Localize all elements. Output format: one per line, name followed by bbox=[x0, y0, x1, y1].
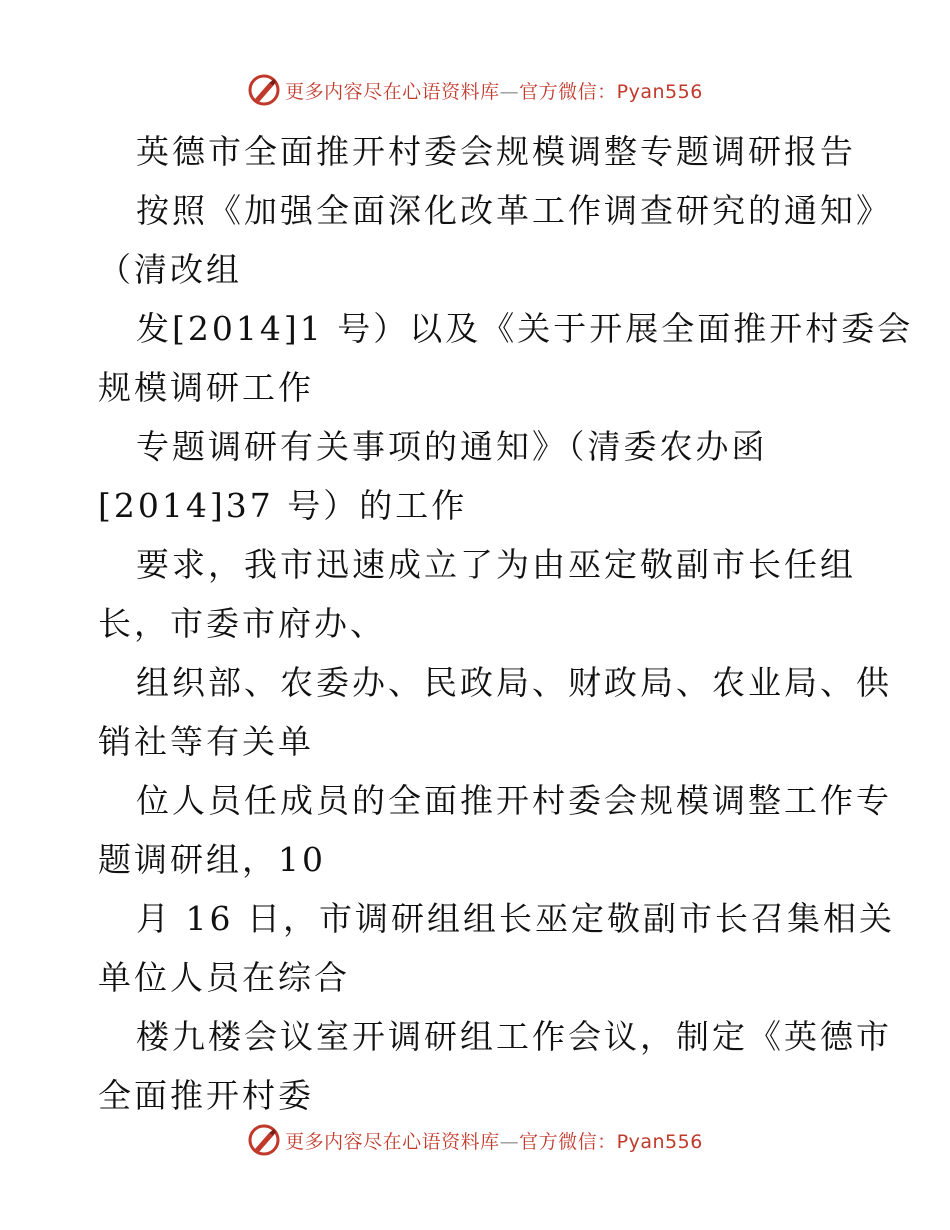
document-body bbox=[98, 122, 914, 1125]
banner-wechat-text: 官方微信：Pyan556 bbox=[519, 1130, 703, 1153]
footer-watermark-banner bbox=[0, 1120, 950, 1160]
doc-line: 按照《加强全面深化改革工作调查研究的通知》 bbox=[136, 191, 892, 230]
pen-logo-icon bbox=[247, 1123, 281, 1157]
pen-logo-icon bbox=[247, 73, 281, 107]
banner-main-text: 更多内容尽在心语资料库 bbox=[285, 1130, 500, 1153]
doc-line: 位人员任成员的全面推开村委会规模调整工作专 bbox=[136, 781, 892, 820]
banner-wechat-text: 官方微信：Pyan556 bbox=[519, 80, 703, 103]
doc-line: 发[2014]1 号）以及《关于开展全面推开村委会 bbox=[136, 309, 914, 348]
doc-line: 月 16 日，市调研组组长巫定敬副市长召集相关 bbox=[136, 899, 895, 938]
doc-line: 全面推开村委 bbox=[98, 1076, 314, 1115]
banner-dash: — bbox=[499, 1130, 520, 1153]
doc-line: 专题调研有关事项的通知》（清委农办函 bbox=[136, 427, 768, 466]
doc-line: 组织部、农委办、民政局、财政局、农业局、供 bbox=[136, 663, 892, 702]
doc-line: （清改组 bbox=[98, 250, 242, 289]
doc-line: 长，市委市府办、 bbox=[98, 604, 386, 643]
doc-line: 英德市全面推开村委会规模调整专题调研报告 bbox=[136, 132, 856, 171]
doc-line: 规模调研工作 bbox=[98, 368, 314, 407]
banner-dash: — bbox=[499, 80, 520, 103]
doc-line: 销社等有关单 bbox=[98, 722, 314, 761]
doc-line: 题调研组，10 bbox=[98, 840, 326, 879]
header-watermark-banner bbox=[0, 70, 950, 110]
banner-main-text: 更多内容尽在心语资料库 bbox=[285, 80, 500, 103]
doc-line: 要求，我市迅速成立了为由巫定敬副市长任组 bbox=[136, 545, 856, 584]
doc-line: 单位人员在综合 bbox=[98, 958, 350, 997]
doc-line: [2014]37 号）的工作 bbox=[98, 486, 468, 525]
doc-line: 楼九楼会议室开调研组工作会议，制定《英德市 bbox=[136, 1017, 892, 1056]
